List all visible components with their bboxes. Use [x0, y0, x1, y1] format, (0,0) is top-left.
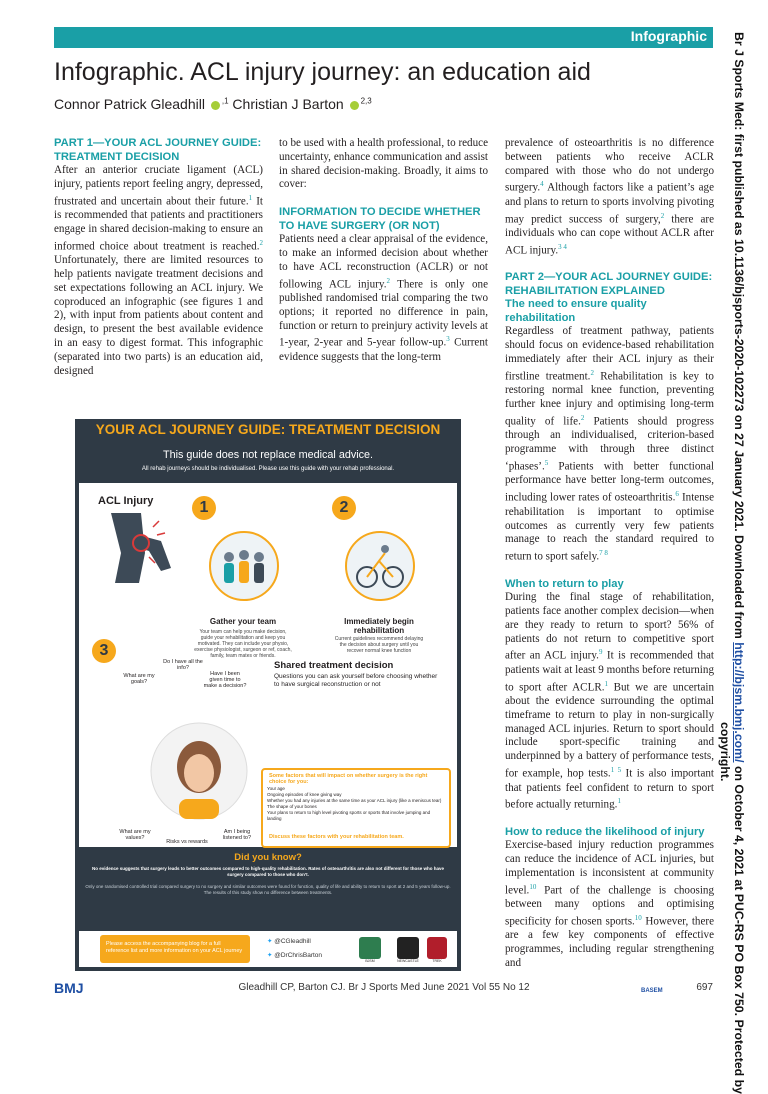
list-item: The shape of your bones — [267, 804, 317, 809]
reference-link[interactable]: 2 — [259, 238, 263, 247]
factors-title: Some factors that will impact on whether surgery is the right choice for you: — [269, 773, 428, 785]
infographic-note: All rehab journeys should be individualised. Please use this guide with your rehab professional. — [141, 466, 395, 472]
subsection-heading: The need to ensure quality rehabilitation — [505, 298, 647, 324]
infographic-footer — [79, 931, 457, 967]
reference-link[interactable]: 1 — [617, 797, 621, 806]
author-1[interactable]: Connor Patrick Gleadhill — [54, 96, 205, 112]
newcastle-logo — [397, 937, 419, 959]
blog-link[interactable]: Please access the accompanying blog for a full reference list and more information on your ACL journey — [100, 935, 250, 963]
reference-link[interactable]: 3 4 — [558, 242, 567, 251]
factors-list — [267, 786, 443, 822]
author-2-affiliation: 2,3 — [360, 96, 372, 106]
reference-link[interactable]: 1 — [248, 193, 253, 202]
author-2[interactable]: Christian J Barton — [232, 96, 344, 112]
reference-link[interactable]: 2 — [660, 211, 665, 220]
list-item: Your age — [267, 786, 285, 791]
orcid-icon[interactable] — [211, 101, 220, 110]
step-number: 2 — [332, 496, 356, 520]
question-label: What are my values? — [119, 829, 151, 841]
twitter-handle[interactable]: ✦ @DrChrisBarton — [267, 952, 323, 959]
column-3 — [505, 137, 714, 971]
factors-footer: Discuss these factors with your rehabilitation team. — [269, 834, 404, 840]
step-description: Current guidelines recommend delaying the decision about surgery until you recover normal knee function — [334, 636, 424, 654]
paragraph: to be used with a health professional, to reduce uncertainty, enhance communication and assist in shared decision-making. Broadly, it aims to cover: — [279, 137, 488, 191]
step-number: 1 — [192, 496, 216, 520]
twitter-handle[interactable]: ✦ @CGleadhill — [267, 938, 311, 945]
article-title: Infographic. ACL injury journey: an education aid — [54, 58, 591, 86]
bjsm-logo — [359, 937, 381, 959]
reference-link[interactable]: 1 — [604, 679, 609, 688]
download-notice: Br J Sports Med: first published as 10.1136/bjsports-2020-102273 on 27 January 2021. Downloaded from http://bjsm.bmj.com/ on October 4, 2021 at PUC-RS PO Box 750. Protected by copyright. — [718, 32, 746, 1094]
trek-logo — [427, 937, 447, 959]
paragraph: prevalence of osteoarthritis is no difference between patients who receive ACLR compared with those who do not undergo surgery.$^4$ Although factors like a patient’s age and plans to return to sports involving pivoting may predict success of surgery,$^2$ there are individuals who can cope without ACLR after ACL injury.$^{3 4}$ — [505, 137, 714, 257]
infographic-title: YOUR ACL JOURNEY GUIDE: TREATMENT DECISION — [95, 422, 441, 437]
logo-caption: BJSM — [365, 959, 375, 963]
question-label: Am I being listened to? — [222, 829, 252, 841]
reference-link[interactable]: 2 — [386, 276, 390, 285]
rehab-illustration — [345, 531, 415, 601]
logo-caption: NEWCASTLE — [397, 959, 419, 963]
list-item: Ongoing episodes of knee giving way — [267, 792, 342, 797]
patient-face-illustration — [149, 719, 249, 823]
paragraph: After an anterior cruciate ligament (ACL) injury, patients report feeling angry, depressed, frustrated and uncertain about their future.$^1$ It is recommended that patients and practitioners engage in shared decision-making to ensure an informed choice about treatment is reached.$^2$ Unfortunately, there are limited resources to help patients navigate treatment decisions and set expectations following an ACL injury. We coproduced an infographic (see figures 1 and 2), with input from patients about content and design, to present the best available evidence in an easy to digest format. This infographic (separated into two parts) is an education aid, designed — [54, 164, 263, 377]
logo-caption: TREK — [432, 959, 442, 963]
did-you-know-text: No evidence suggests that surgery leads to better outcomes compared to high-quality rehabilitation. Rates of osteoarthritis are also not different for those who have surgery compared to those who don’t. Only one randomised controlled trial compared surgery to no surgery and similar outcomes were found for function, quality of life and ability to return to sport at 2 and 5 years follow-up. The results of this study show no difference between treatments. — [85, 866, 451, 895]
factors-box — [261, 768, 451, 848]
journal-link[interactable]: http://bjsm.bmj.com/ — [732, 642, 746, 763]
reference-link[interactable]: 9 — [598, 648, 603, 657]
column-1 — [54, 137, 263, 378]
question-label: Risks vs rewards — [166, 839, 208, 845]
author-line — [54, 96, 372, 112]
page-number: 697 — [696, 982, 713, 993]
section-heading: PART 2—YOUR ACL JOURNEY GUIDE: REHABILITATION EXPLAINED — [505, 271, 713, 297]
infographic-body — [79, 483, 457, 847]
knee-injury-illustration — [101, 513, 181, 583]
step-number: 3 — [92, 639, 116, 663]
paragraph: Patients need a clear appraisal of the evidence, to make an informed decision about whether to have ACL reconstruction (ACLR) or not following ACL injury.$^2$ There is only one published randomised trial comparing the two options; it reported no difference in pain, function or return to preinjury activity levels at 1-year, 2-year and 5-year follow-up.$^3$ Current evidence suggests that the long-term — [279, 233, 488, 363]
question-label: What are my goals? — [123, 673, 155, 685]
reference-link[interactable]: 10 — [529, 882, 537, 891]
list-item: Your plans to return to high level pivoting sports or sports that involve jumping and landing — [267, 810, 431, 821]
section-banner — [54, 27, 713, 48]
step-title: Gather your team — [209, 617, 277, 626]
reference-link[interactable]: 1 5 — [610, 766, 622, 775]
author-1-affiliation: ,1 — [221, 96, 229, 106]
shared-decision-text: Questions you can ask yourself before choosing whether to have surgical reconstruction or not — [274, 673, 438, 688]
citation: Gleadhill CP, Barton CJ. Br J Sports Med June 2021 Vol 55 No 12 — [238, 982, 530, 993]
basem-logo: BASEM — [641, 988, 663, 994]
bmj-logo: BMJ — [54, 980, 84, 996]
orcid-icon[interactable] — [350, 101, 359, 110]
reference-link[interactable]: 5 — [544, 458, 549, 467]
paragraph: Regardless of treatment pathway, patients should focus on evidence-based rehabilitation immediately after their ACL injury as their firstline treatment.$^2$ Rehabilitation is key to restoring normal knee function, preventing further knee injury and optimising long-term quality of life.$^2$ Patients should progress through an individualised, criterion-based programme with through three distinct ‘phases’.$^5$ Patients with better functional performance have better long-term outcomes, including lower rates of osteoarthritis.$^6$ Intense rehabilitation is important to optimise outcomes as currently very few patients manage to reach the standard required to return to sport safely.$^{7 8}$ — [505, 325, 714, 563]
step-description: Your team can help you make decision, guide your rehabilitation and keep you motivated. They can include your physio, exercise physiologist, surgeon or ref, coach, family, team mates or friends. — [194, 629, 292, 659]
infographic-figure — [75, 419, 461, 971]
reference-link[interactable]: 4 — [540, 180, 544, 189]
section-heading: PART 1—YOUR ACL JOURNEY GUIDE: TREATMENT DECISION — [54, 137, 262, 163]
acl-injury-label: ACL Injury — [98, 495, 154, 507]
reference-link[interactable]: 2 — [580, 413, 585, 422]
paragraph: Exercise-based injury reduction programmes can reduce the incidence of ACL injuries, but implementation is inconsistent at community level.$^{10}$ Part of the challenge is choosing between many options and optimising specificity for chosen sports.$^{10}$ However, there are a few key components of effective programmes, including regular strengthening and — [505, 839, 714, 970]
twitter-icon: ✦ — [267, 938, 273, 945]
twitter-icon: ✦ — [267, 952, 273, 959]
subsection-heading: When to return to play — [505, 577, 624, 590]
paragraph: During the final stage of rehabilitation, patients face another complex decision—when are they ready to return to sport? 56% of patients do not return to competitive sport after an ACL injury.$^9$ It is recommended that patients wait at least 9 months before returning to sport after ACLR.$^1$ But we are uncertain about the evidence surrounding the optimal timeframe to return to play in non-surgically managed ACL injuries. Return to sport should include sport-specific training and underpinned by a battery of performance tests, for example, hop tests.$^{1 5}$ It is also important that patients feel confident to return to sport before actually returning.$^1$ — [505, 591, 714, 812]
reference-link[interactable]: 10 — [634, 914, 642, 922]
list-item: Whether you had any injuries at the same time as your ACL injury (like a meniscus tear) — [267, 798, 442, 803]
column-2 — [279, 137, 488, 365]
question-label: Have I been given time to make a decision? — [203, 671, 247, 689]
section-heading: INFORMATION TO DECIDE WHETHER TO HAVE SURGERY (OR NOT) — [279, 206, 481, 232]
did-you-know-title: Did you know? — [234, 852, 302, 863]
question-label: Do I have all the info? — [163, 659, 203, 671]
shared-decision-title: Shared treatment decision — [274, 660, 394, 671]
reference-link[interactable]: 7 8 — [599, 549, 608, 558]
reference-link[interactable]: 6 — [675, 490, 679, 499]
reference-link[interactable]: 3 — [446, 335, 450, 344]
reference-link[interactable]: 2 — [590, 368, 594, 377]
infographic-subtitle: This guide does not replace medical advice. — [162, 449, 374, 461]
people-icon — [211, 533, 277, 599]
subsection-heading: How to reduce the likelihood of injury — [505, 825, 705, 838]
team-illustration — [209, 531, 279, 601]
step-title: Immediately begin rehabilitation — [344, 617, 414, 635]
section-label: Infographic — [630, 28, 707, 44]
cycling-icon — [347, 533, 413, 599]
